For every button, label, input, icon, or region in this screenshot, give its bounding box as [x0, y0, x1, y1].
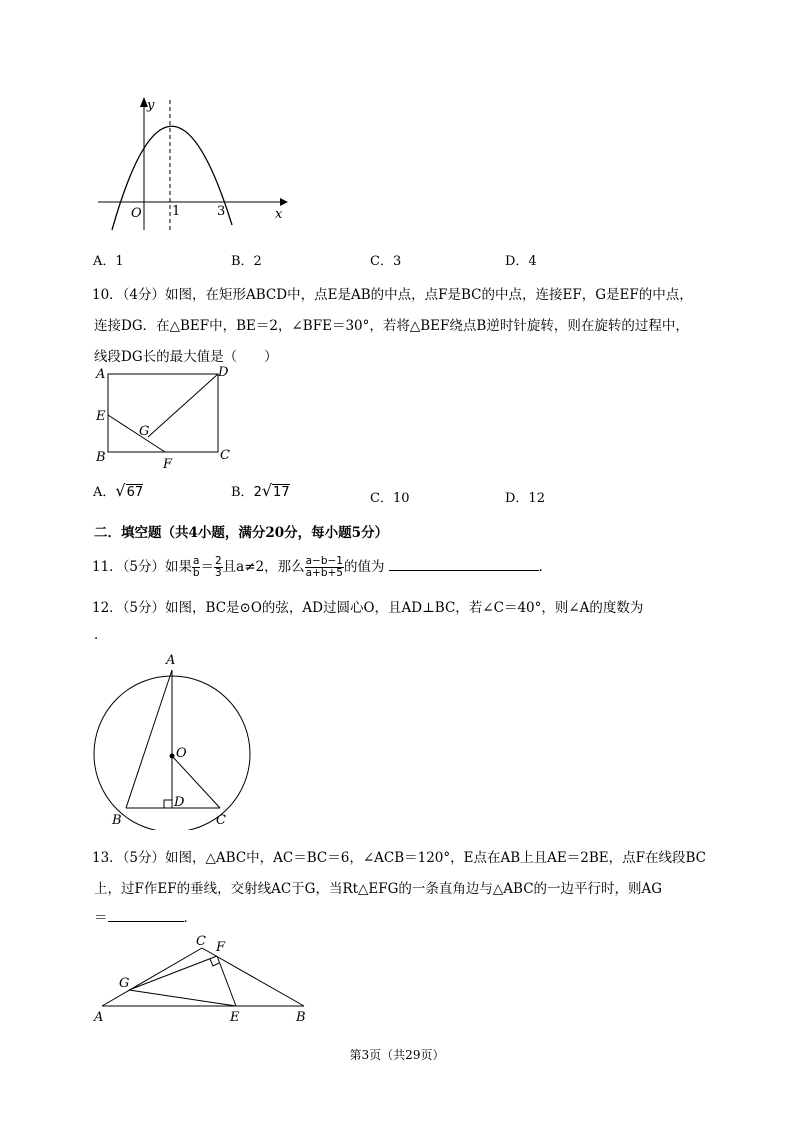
- segment-fe: [217, 956, 236, 1006]
- label-b: B: [96, 450, 106, 465]
- q10-option-b-label: B．: [231, 485, 254, 500]
- q12-text-line-2: ．: [94, 627, 108, 643]
- rectangle-abcd: [108, 374, 218, 452]
- segment-ab: [126, 670, 172, 808]
- label-d: D: [174, 795, 185, 810]
- q13-text-line-1: 13．（5分）如图，△ABC中，AC＝BC＝6，∠ACB＝120°，E点在AB上且AE＝2BE，点F在线段BC: [92, 850, 707, 866]
- segment-ac: [102, 948, 202, 1006]
- label-f: F: [163, 457, 173, 472]
- frac2-denominator: 3: [214, 567, 222, 579]
- q10-option-b: [231, 481, 290, 500]
- q11-prefix: 11．（5分）如果: [92, 559, 193, 575]
- q10-text-line-3: 线段DG长的最大值是（ ）: [94, 349, 278, 365]
- x-axis-label: x: [275, 207, 283, 222]
- q11-mid: 且a≠2，那么: [222, 559, 305, 575]
- q11-text: [92, 555, 552, 579]
- fraction-expression: [305, 556, 344, 579]
- q13-triangle-figure: [90, 932, 320, 1027]
- label-c: C: [196, 934, 206, 949]
- tick-label-3: 3: [217, 204, 226, 219]
- sqrt-17: √17: [261, 481, 290, 500]
- q9-option-d: D．4: [505, 254, 537, 269]
- radicand-17: 17: [273, 485, 290, 500]
- segment-dg: [148, 374, 218, 437]
- q12-circle-figure: [90, 650, 260, 830]
- frac1-denominator: b: [192, 567, 200, 579]
- q11-answer-blank[interactable]: [389, 560, 539, 571]
- page-footer: 第3页（共29页）: [349, 1048, 445, 1062]
- q13-text-line-3: [94, 906, 197, 926]
- q11-end: ．: [538, 559, 553, 575]
- y-axis-label: y: [147, 98, 155, 113]
- q9-parabola-graph: [92, 95, 292, 235]
- fraction-2-over-3: [214, 556, 223, 579]
- frac3-numerator: a−b−1: [305, 555, 343, 567]
- q10-option-c: C．10: [370, 491, 410, 506]
- q13-equals: ＝: [94, 910, 108, 926]
- label-o: O: [176, 746, 187, 761]
- q13-end: ．: [183, 910, 197, 926]
- label-c: C: [220, 448, 230, 463]
- section-heading-fill-in: 二．填空题（共4小题，满分20分，每小题5分）: [94, 525, 389, 541]
- right-angle-mark: [210, 959, 219, 966]
- q11-equals: ＝: [200, 559, 214, 575]
- segment-ef: [108, 415, 165, 452]
- label-b: B: [112, 813, 122, 828]
- frac2-numerator: 2: [214, 555, 222, 567]
- tick-label-1: 1: [172, 204, 181, 219]
- q13-text-line-2: 上，过F作EF的垂线，交射线AC于G，当Rt△EFG的一条直角边与△ABC的一边平行时，则AG: [94, 881, 663, 897]
- label-a: A: [96, 367, 106, 382]
- label-e: E: [96, 409, 106, 424]
- label-e: E: [230, 1010, 240, 1025]
- label-g: G: [119, 976, 130, 991]
- q10-rectangle-figure: [92, 362, 242, 472]
- q11-suffix: 的值为: [344, 559, 385, 575]
- q10-option-a-label: A．: [93, 485, 116, 500]
- q10-option-a: [93, 481, 143, 500]
- coefficient-2: 2: [253, 485, 262, 500]
- segment-ge: [129, 990, 236, 1006]
- sqrt-67: √67: [115, 481, 144, 500]
- label-d: D: [218, 365, 229, 380]
- q10-text-line-2: 连接DG．在△BEF中，BE＝2，∠BFE＝30°，若将△BEF绕点B逆时针旋转，则在旋转的过程中，: [94, 318, 689, 334]
- frac1-numerator: a: [193, 555, 200, 567]
- label-g: G: [139, 424, 150, 439]
- q10-option-d: D．12: [505, 491, 545, 506]
- origin-label: O: [131, 206, 142, 221]
- q9-option-b: B．2: [231, 254, 262, 269]
- label-a: A: [94, 1010, 104, 1025]
- label-f: F: [216, 940, 226, 955]
- frac3-denominator: a+b+5: [305, 567, 343, 579]
- right-angle-mark: [164, 800, 172, 808]
- q13-answer-blank[interactable]: [108, 911, 184, 922]
- q9-option-c: C．3: [370, 254, 402, 269]
- label-c: C: [216, 813, 226, 828]
- center-point-o: [170, 754, 175, 759]
- label-b: B: [296, 1010, 306, 1025]
- q12-text-line-1: 12．（5分）如图，BC是⊙O的弦，AD过圆心O，且AD⊥BC，若∠C＝40°，则∠A的度数为: [92, 600, 644, 616]
- segment-gf: [129, 956, 217, 990]
- q9-option-a: A．1: [93, 254, 124, 269]
- x-axis-arrow: [280, 198, 288, 206]
- q10-text-line-1: 10．（4分）如图，在矩形ABCD中，点E是AB的中点，点F是BC的中点，连接EF，G是EF的中点，: [92, 287, 693, 303]
- label-a: A: [166, 653, 176, 668]
- radicand-67: 67: [126, 485, 144, 500]
